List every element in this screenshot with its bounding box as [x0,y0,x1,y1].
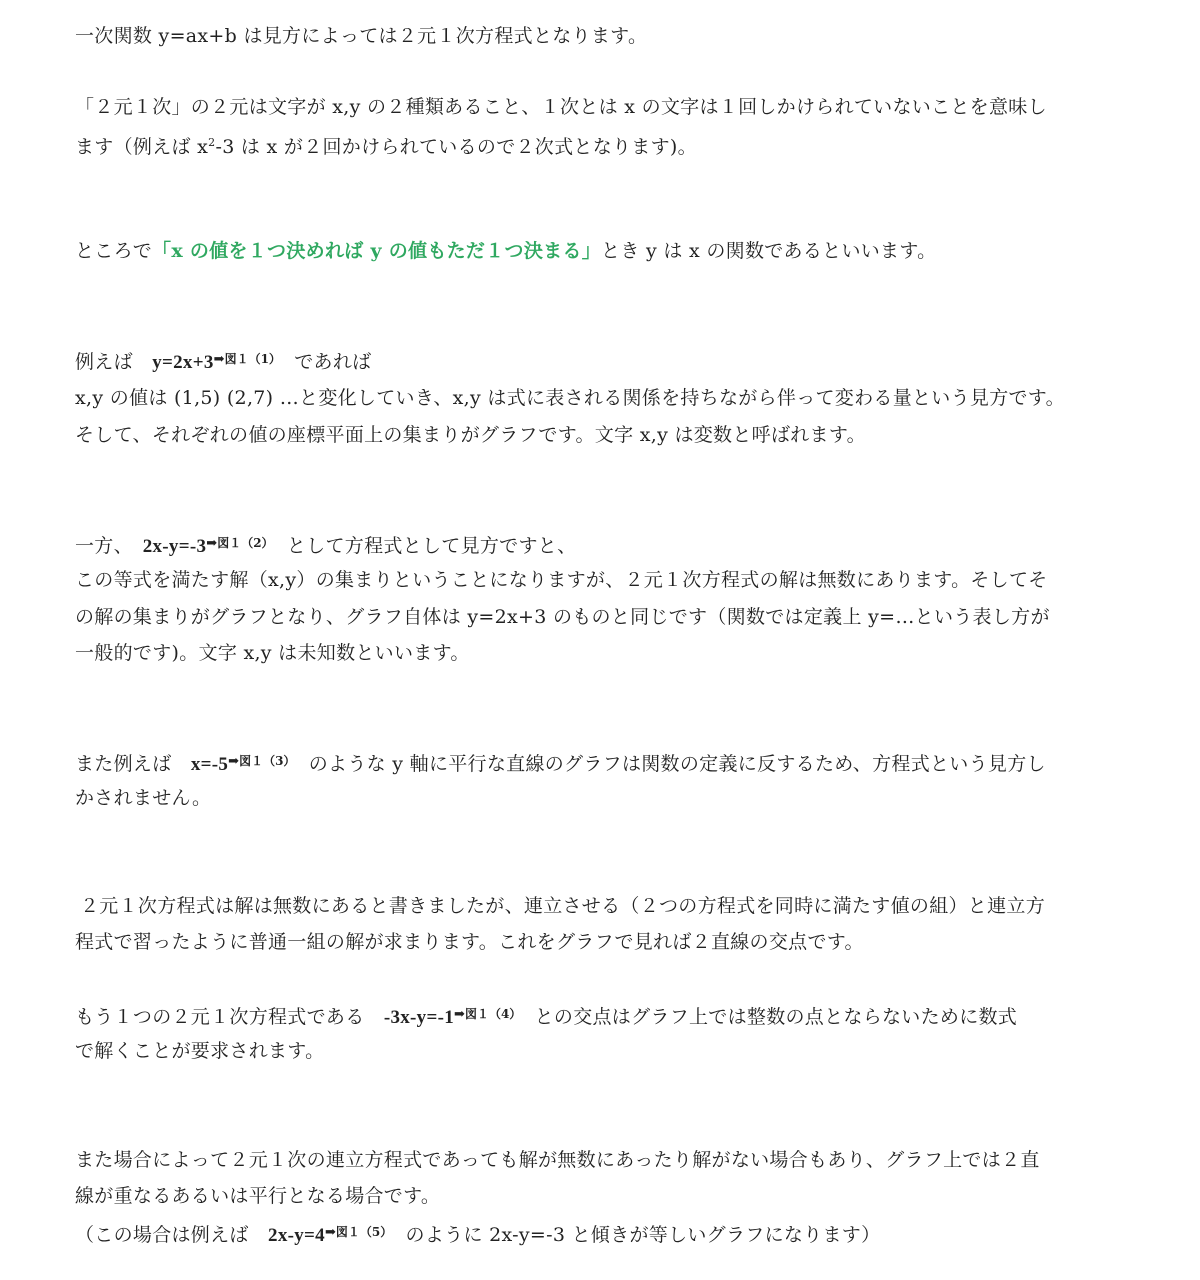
text-run: x,y の値は (1,5) (2,7) …と変化していき、x,y は式に表される関係を持ちながら伴って変わる量という見方です。 [75,387,1065,409]
paragraph-example1-line1 [75,346,371,376]
text-run: 線が重なるあるいは平行となる場合です。 [75,1185,441,1207]
figure-ref-5 [325,1225,386,1239]
text-run: であれば [274,351,372,373]
paragraph-function-definition [75,238,936,264]
paragraph-example1-line2 [75,385,1065,411]
arrow-right-icon: ➡ [206,536,218,551]
figure-ref-label: 図１（1） [224,352,275,366]
paragraph-two-variable-line1 [75,94,1047,120]
text-run: との交点はグラフ上では整数の点とならないために数式 [515,1006,1018,1028]
text-run: そして、それぞれの値の座標平面上の集まりがグラフです。文字 x,y は変数と呼ばれます。 [75,424,866,446]
text-run: かされません。 [75,787,212,809]
text-run: （この場合は例えば [75,1224,269,1246]
paragraph-intersection-line2 [75,1038,324,1064]
text-run: ところで [75,240,153,262]
text-run: 程式で習ったように普通一組の解が求まります。これをグラフで見れば２直線の交点です。 [75,931,864,953]
paragraph-intro [75,23,647,49]
paragraph-special-cases-line1 [75,1147,1040,1173]
paragraph-simultaneous-line2 [75,929,864,955]
paragraph-vertical-line-line2 [75,785,211,811]
equation-2x-y-4: 2x-y=4 [268,1225,325,1246]
paragraph-vertical-line-line1 [75,748,1046,778]
paragraph-equation-view-line2 [75,567,1048,593]
figure-ref-1 [214,352,275,366]
paragraph-simultaneous-line1 [80,893,1045,919]
text-run: で解くことが要求されます。 [75,1040,325,1062]
figure-ref-2 [206,536,267,550]
paragraph-special-cases-line2 [75,1183,440,1209]
text-run: のように 2x-y=-3 と傾きが等しいグラフになります） [386,1224,881,1246]
arrow-right-icon: ➡ [213,352,225,367]
figure-ref-label: 図１（3） [239,754,290,768]
figure-ref-label: 図１（4） [464,1007,516,1021]
highlight-definition: 「x の値を１つ決めれば y の値もただ１つ決まる」 [152,240,602,262]
text-run: また場合によって２元１次の連立方程式であっても解が無数にあったり解がない場合もあり、グラフ上では２直 [75,1149,1040,1171]
equation-y-2x-3: y=2x+3 [152,352,214,373]
paragraph-two-variable-line2 [75,130,697,160]
equation-2x-y-neg3: 2x-y=-3 [142,536,207,557]
paragraph-special-cases-line3 [75,1219,880,1249]
paragraph-example1-line3 [75,422,866,448]
text-run: として方程式として見方ですと、 [267,535,577,557]
equation-x-neg5: x=-5 [190,754,229,775]
text-run: ２元１次方程式は解は無数にあると書きましたが、連立させる（２つの方程式を同時に満たす値の組）と連立方 [80,895,1046,917]
arrow-right-icon: ➡ [454,1007,465,1022]
paragraph-equation-view-line1 [75,530,576,560]
arrow-right-icon: ➡ [228,754,240,769]
figure-ref-4 [454,1007,515,1021]
superscript-exponent: 2 [208,136,216,149]
paragraph-equation-view-line3 [75,604,1050,630]
figure-ref-label: 図１（5） [335,1225,387,1239]
equation-neg3x-y-neg1: -3x-y=-1 [383,1007,455,1028]
text-run: また例えば [75,753,191,775]
text-run: とき y は x の関数であるといいます。 [601,240,937,262]
text-run: の解の集まりがグラフとなり、グラフ自体は y=2x+3 のものと同じです（関数では定義上 y=…という表し方が [75,606,1050,628]
text-run: 一次関数 y=ax+b は見方によっては２元１次方程式となります。 [75,25,648,47]
text-run: もう１つの２元１次方程式である [75,1006,384,1028]
paragraph-intersection-line1 [75,1001,1017,1031]
text-run: 一方、 [75,535,143,557]
text-run: 「２元１次」の２元は文字が x,y の２種類あること、１次とは x の文字は１回しかけられていないことを意味し [75,96,1047,118]
text-run: この等式を満たす解（x,y）の集まりということになりますが、２元１次方程式の解は無数にあります。そしてそ [75,569,1048,591]
text-run: ます（例えば x [75,136,209,158]
text-run: -3 は x が２回かけられているので２次式となります)。 [215,136,697,158]
figure-ref-label: 図１（2） [217,536,268,550]
text-run: 一般的です)。文字 x,y は未知数といいます。 [75,642,470,664]
figure-ref-3 [228,754,289,768]
paragraph-equation-view-line4 [75,640,470,666]
text-run: のような y 軸に平行な直線のグラフは関数の定義に反するため、方程式という見方し [289,753,1046,775]
text-run: 例えば [75,351,153,373]
arrow-right-icon: ➡ [324,1225,336,1240]
